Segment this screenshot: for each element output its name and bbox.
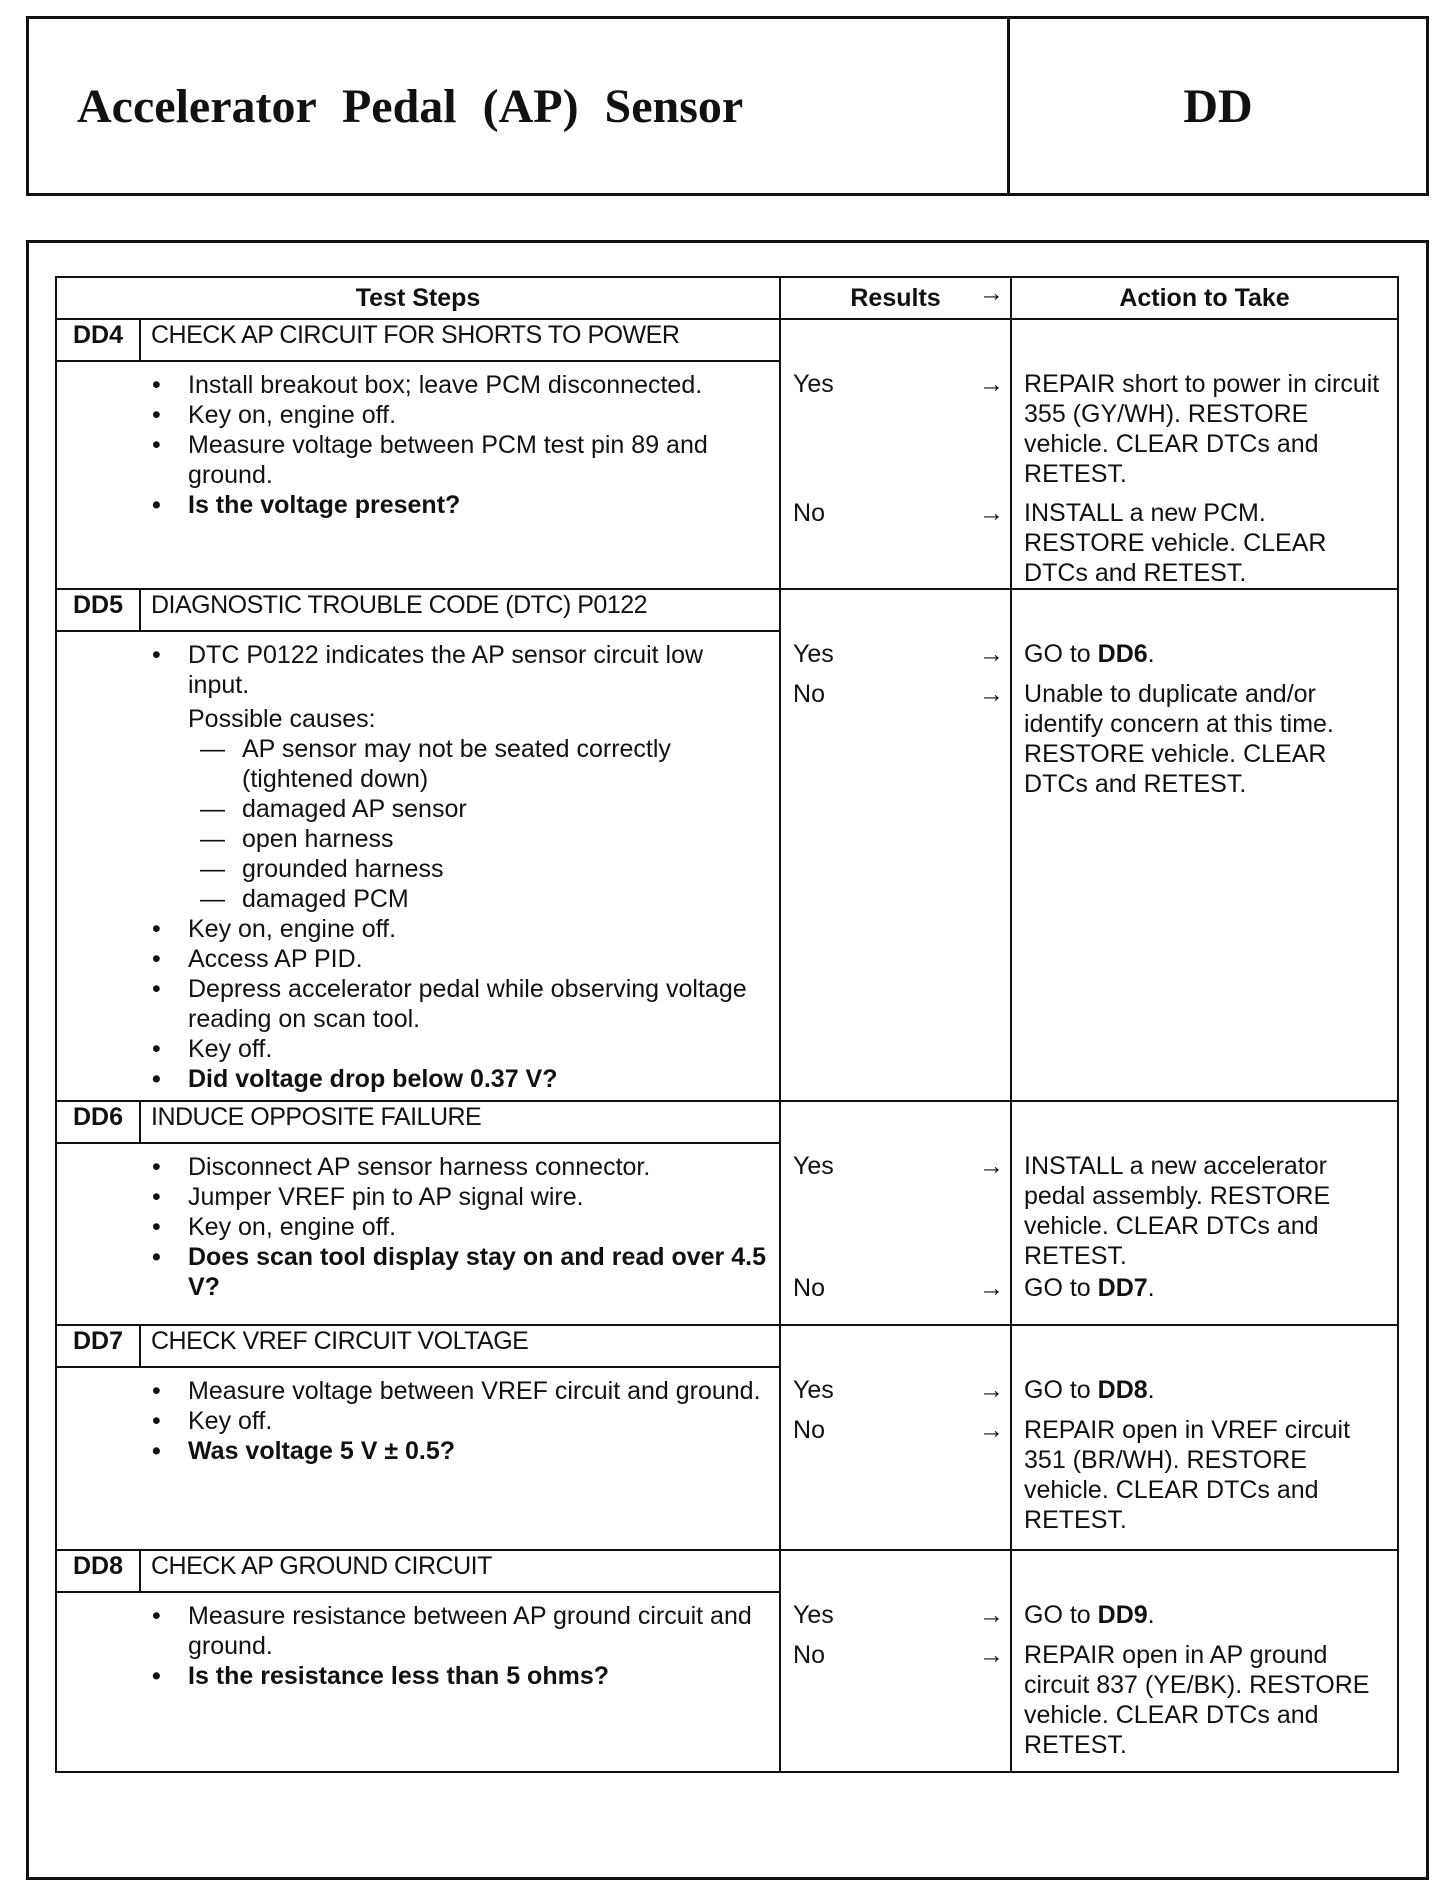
step-instructions [140,631,780,1101]
results [780,1143,1011,1325]
arrow-icon: → [979,370,1005,398]
result-no: No [793,1641,825,1669]
step-dd5-header [56,589,1398,631]
step-instructions [140,361,780,589]
actions [1011,631,1398,1101]
question: • Does scan tool display stay on and read over 4.5 V? [140,1242,769,1302]
arrow-icon: → [979,640,1005,668]
result-yes: Yes [793,1152,834,1180]
arrow-icon: → [979,1274,1005,1302]
action-yes: GO to DD8. [1024,1376,1155,1404]
question: • Is the resistance less than 5 ohms? [140,1661,769,1691]
step-id: DD4 [56,319,140,361]
step-dd5-body [56,631,1398,1101]
step-title: INDUCE OPPOSITE FAILURE [140,1101,780,1143]
instruction: • DTC P0122 indicates the AP sensor circuit low input. [140,640,769,700]
step-dd7-body [56,1367,1398,1550]
result-no: No [793,499,825,527]
instruction: • Access AP PID. [140,944,769,974]
instruction: • Key off. [140,1406,769,1436]
cause-item: — damaged AP sensor [188,794,769,824]
step-dd4-body [56,361,1398,589]
action-no: INSTALL a new PCM. RESTORE vehicle. CLEAR DTCs and RETEST. [1024,499,1327,587]
step-dd8-header [56,1550,1398,1592]
instruction: • Measure resistance between AP ground circuit and ground. [140,1601,769,1661]
instruction: • Key off. [140,1034,769,1064]
results [780,631,1011,1101]
action-yes: GO to DD9. [1024,1601,1155,1629]
arrow-icon: → [979,1416,1005,1444]
step-id: DD5 [56,589,140,631]
col-header-results-label: Results [850,284,941,312]
step-id: DD7 [56,1325,140,1367]
actions [1011,1592,1398,1772]
arrow-icon: → [979,680,1005,708]
page-title: Accelerator Pedal (AP) Sensor [77,79,744,133]
cause-item: — AP sensor may not be seated correctly (tightened down) [188,734,769,794]
instruction: • Measure voltage between VREF circuit and ground. [140,1376,769,1406]
step-id: DD6 [56,1101,140,1143]
step-dd8-body [56,1592,1398,1772]
result-yes: Yes [793,1376,834,1404]
result-no: No [793,680,825,708]
step-dd6-body [56,1143,1398,1325]
step-id: DD8 [56,1550,140,1592]
actions [1011,361,1398,589]
action-no: Unable to duplicate and/or identify concern at this time. RESTORE vehicle. CLEAR DTCs and RETEST. [1024,680,1334,798]
col-header-results [780,277,1011,319]
result-yes: Yes [793,1601,834,1629]
instruction: • Key on, engine off. [140,400,769,430]
arrow-icon: → [979,1601,1005,1629]
step-ref: DD7 [1097,1274,1148,1302]
step-title: CHECK AP GROUND CIRCUIT [140,1550,780,1592]
question: • Did voltage drop below 0.37 V? [140,1064,769,1094]
arrow-icon: → [979,1641,1005,1669]
col-header-action: Action to Take [1011,277,1398,319]
step-ref: DD9 [1097,1601,1148,1629]
arrow-icon: → [979,1376,1005,1404]
result-no: No [793,1274,825,1302]
actions [1011,1367,1398,1550]
cause-item: — damaged PCM [188,884,769,914]
action-no: REPAIR open in VREF circuit 351 (BR/WH). RESTORE vehicle. CLEAR DTCs and RETEST. [1024,1416,1351,1534]
step-ref: DD6 [1097,640,1148,668]
results [780,361,1011,589]
step-ref: DD8 [1097,1376,1148,1404]
instruction: • Depress accelerator pedal while observing voltage reading on scan tool. [140,974,769,1034]
cause-item: — grounded harness [188,854,769,884]
result-yes: Yes [793,640,834,668]
instruction: • Install breakout box; leave PCM disconnected. [140,370,769,400]
possible-causes [140,704,769,914]
step-dd4-header [56,319,1398,361]
question: • Is the voltage present? [140,490,769,520]
instruction: • Key on, engine off. [140,914,769,944]
step-title: CHECK AP CIRCUIT FOR SHORTS TO POWER [140,319,780,361]
instruction: • Jumper VREF pin to AP signal wire. [140,1182,769,1212]
actions [1011,1143,1398,1325]
question: • Was voltage 5 V ± 0.5? [140,1436,769,1466]
cause-item: — open harness [188,824,769,854]
instruction: • Measure voltage between PCM test pin 89 and ground. [140,430,769,490]
step-instructions [140,1367,780,1550]
step-dd6-header [56,1101,1398,1143]
arrow-icon: → [979,499,1005,527]
result-yes: Yes [793,370,834,398]
arrow-icon: → [979,1152,1005,1180]
header-box [26,16,1429,196]
col-header-test-steps: Test Steps [56,277,780,319]
causes-label: Possible causes: [188,705,376,733]
section-code: DD [1183,79,1253,133]
action-no: GO to DD7. [1024,1274,1155,1302]
step-title: CHECK VREF CIRCUIT VOLTAGE [140,1325,780,1367]
action-yes: REPAIR short to power in circuit 355 (GY/WH). RESTORE vehicle. CLEAR DTCs and RETEST. [1024,370,1380,488]
action-yes: GO to DD6. [1024,640,1155,668]
results [780,1592,1011,1772]
instruction: • Disconnect AP sensor harness connector. [140,1152,769,1182]
arrow-icon: → [979,279,1005,307]
result-no: No [793,1416,825,1444]
action-yes: INSTALL a new accelerator pedal assembly. RESTORE vehicle. CLEAR DTCs and RETEST. [1024,1152,1331,1270]
action-no: REPAIR open in AP ground circuit 837 (YE/BK). RESTORE vehicle. CLEAR DTCs and RETEST. [1024,1641,1370,1759]
results [780,1367,1011,1550]
step-instructions [140,1143,780,1325]
test-steps-table [55,276,1399,1773]
step-dd7-header [56,1325,1398,1367]
instruction: • Key on, engine off. [140,1212,769,1242]
step-instructions [140,1592,780,1772]
step-title: DIAGNOSTIC TROUBLE CODE (DTC) P0122 [140,589,780,631]
